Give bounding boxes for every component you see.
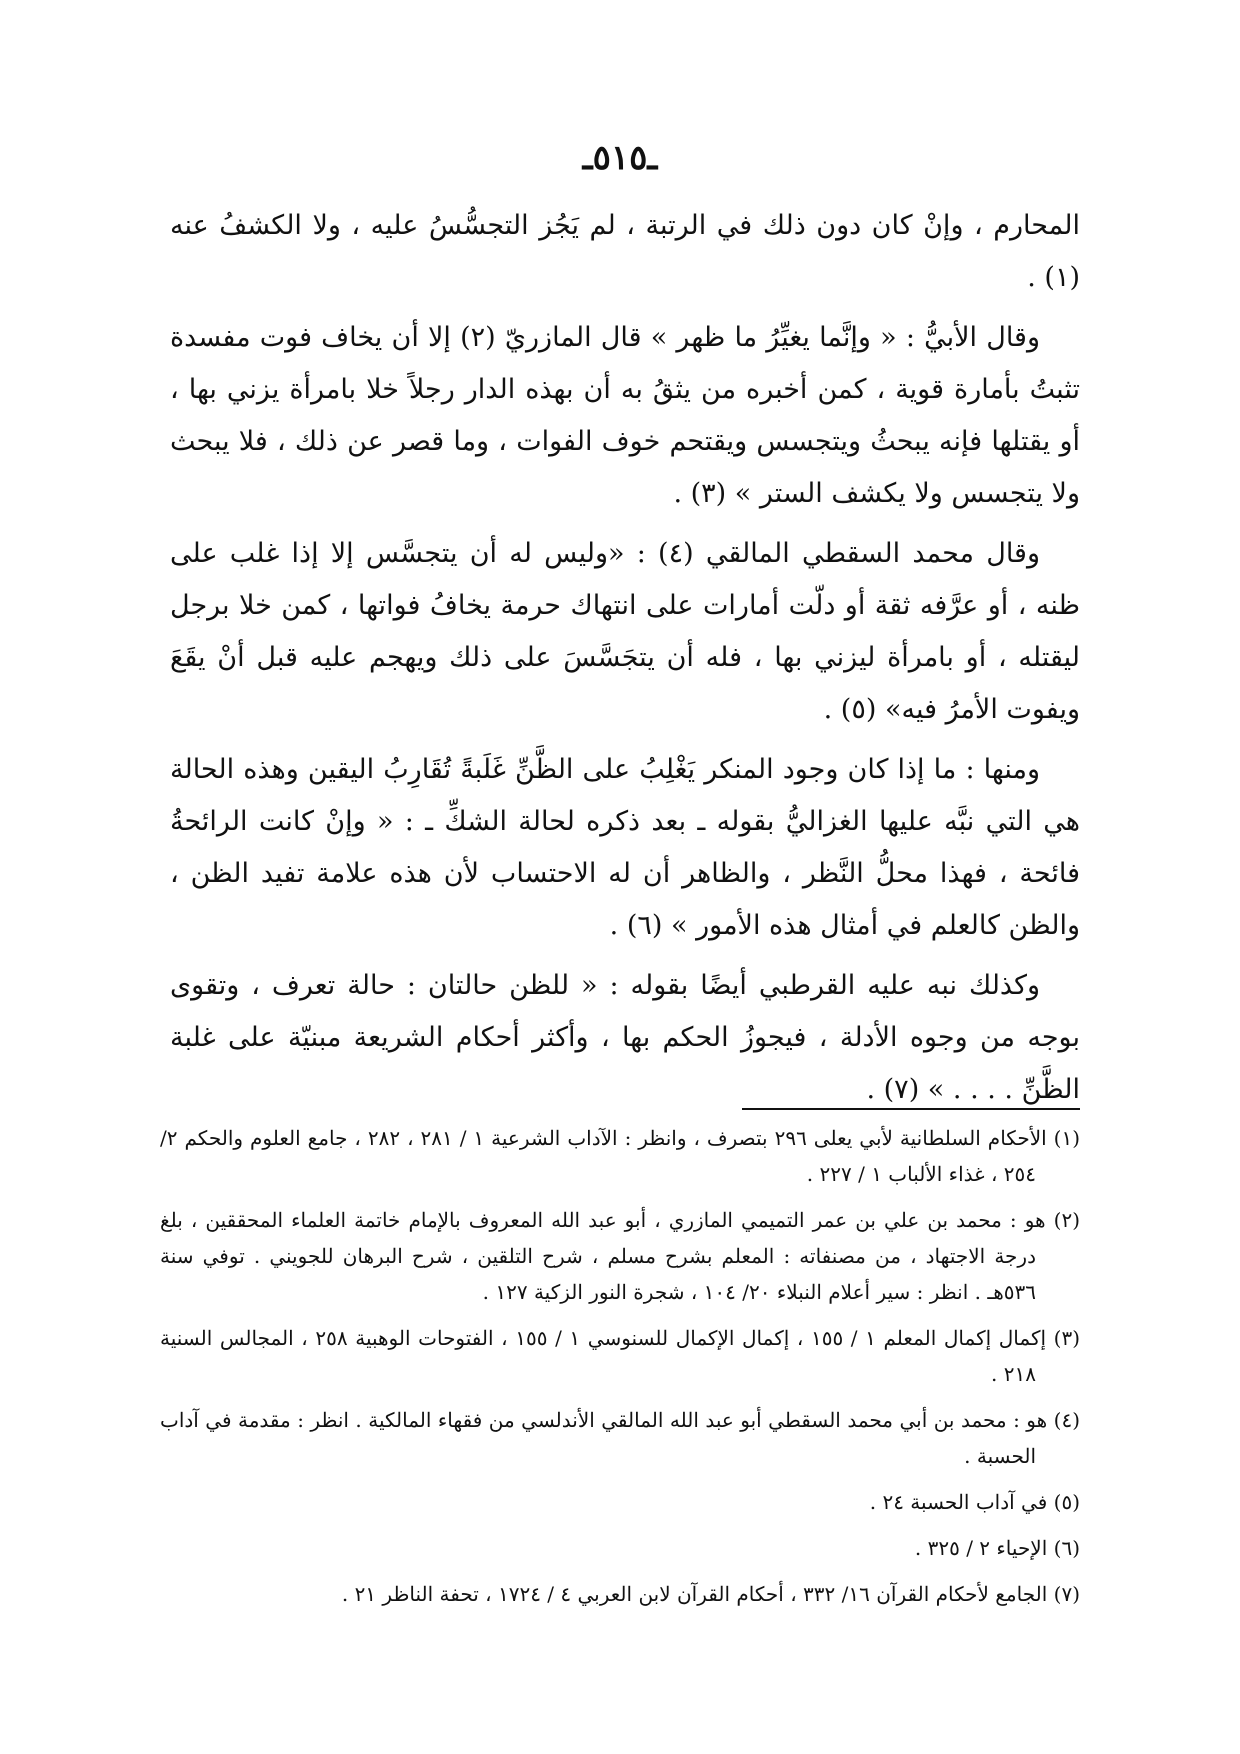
paragraph: ومنها : ما إذا كان وجود المنكر يَغْلِبُ على الظَّنِّ غَلَبةً تُقَارِبُ اليقين وهذه الحالة هي التي نبَّه عليها الغزاليُّ بقوله ـ بعد ذكره لحالة الشكِّ ـ : « وإنْ كانت الرائحةُ فائحة ، فهذا محلُّ النَّظر ، والظاهر أن له الاحتساب لأن هذه علامة تفيد الظن ، والظن كالعلم في أمثال هذه الأمور » (٦) . bbox=[170, 754, 1080, 941]
footnote: (٢) هو : محمد بن علي بن عمر التميمي المازري ، أبو عبد الله المعروف بالإمام خاتمة العلماء المحققين ، بلغ درجة الاجتهاد ، من مصنفاته : المعلم بشرح مسلم ، شرح التلقين ، شرح البرهان للجويني . توفي سنة ٥٣٦هـ . انظر : سير أعلام النبلاء ٢٠/ ١٠٤ ، شجرة النور الزكية ١٢٧ . bbox=[160, 1208, 1080, 1304]
paragraph: وكذلك نبه عليه القرطبي أيضًا بقوله : « للظن حالتان : حالة تعرف ، وتقوى بوجه من وجوه الأدلة ، فيجوزُ الحكم بها ، وأكثر أحكام الشريعة مبنيّة على غلبة الظَّنِّ . . . . » (٧) . bbox=[170, 970, 1080, 1105]
footnote: (٦) الإحياء ٢ / ٣٢٥ . bbox=[914, 1536, 1080, 1560]
footnote: (٣) إكمال إكمال المعلم ١ / ١٥٥ ، إكمال الإكمال للسنوسي ١ / ١٥٥ ، الفتوحات الوهبية ٢٥٨ ، المجالس السنية ٢١٨ . bbox=[160, 1326, 1081, 1386]
footnote: (٧) الجامع لأحكام القرآن ١٦/ ٣٣٢ ، أحكام القرآن لابن العربي ٤ / ١٧٢٤ ، تحفة الناظر ٢١ . bbox=[341, 1582, 1080, 1606]
footnotes bbox=[160, 1120, 1080, 1622]
footnote-divider bbox=[742, 1108, 1080, 1110]
footnote: (١) الأحكام السلطانية لأبي يعلى ٢٩٦ بتصرف ، وانظر : الآداب الشرعية ١ / ٢٨١ ، ٢٨٢ ، جامع العلوم والحكم ٢/ ٢٥٤ ، غذاء الألباب ١ / ٢٢٧ . bbox=[160, 1126, 1080, 1186]
footnote: (٤) هو : محمد بن أبي محمد السقطي أبو عبد الله المالقي الأندلسي من فقهاء المالكية . انظر : مقدمة في آداب الحسبة . bbox=[160, 1408, 1080, 1468]
paragraph: وقال الأبيُّ : « وإنَّما يغيِّرُ ما ظهر » قال المازريّ (٢) إلا أن يخاف فوت مفسدة تثبتُ بأمارة قوية ، كمن أخبره من يثقُ به أن بهذه الدار رجلاً خلا بامرأة يزني بها ، أو يقتلها فإنه يبحثُ ويتجسس ويقتحم خوف الفوات ، وما قصر عن ذلك ، فلا يبحث ولا يتجسس ولا يكشف الستر » (٣) . bbox=[170, 322, 1080, 509]
page-number: ـ٥١٥ـ bbox=[582, 138, 658, 178]
paragraph: المحارم ، وإنْ كان دون ذلك في الرتبة ، لم يَجُز التجسُّسُ عليه ، ولا الكشفُ عنه (١) . bbox=[170, 210, 1080, 293]
footnote: (٥) في آداب الحسبة ٢٤ . bbox=[869, 1490, 1080, 1514]
paragraph: وقال محمد السقطي المالقي (٤) : «وليس له أن يتجسَّس إلا إذا غلب على ظنه ، أو عرَّفه ثقة أو دلّت أمارات على انتهاك حرمة يخافُ فواتها ، كمن خلا برجل ليقتله ، أو بامرأة ليزني بها ، فله أن يتجَسَّسَ على ذلك ويهجم عليه قبل أنْ يقَعَ ويفوت الأمرُ فيه» (٥) . bbox=[170, 538, 1080, 725]
main-text bbox=[170, 200, 1080, 1124]
